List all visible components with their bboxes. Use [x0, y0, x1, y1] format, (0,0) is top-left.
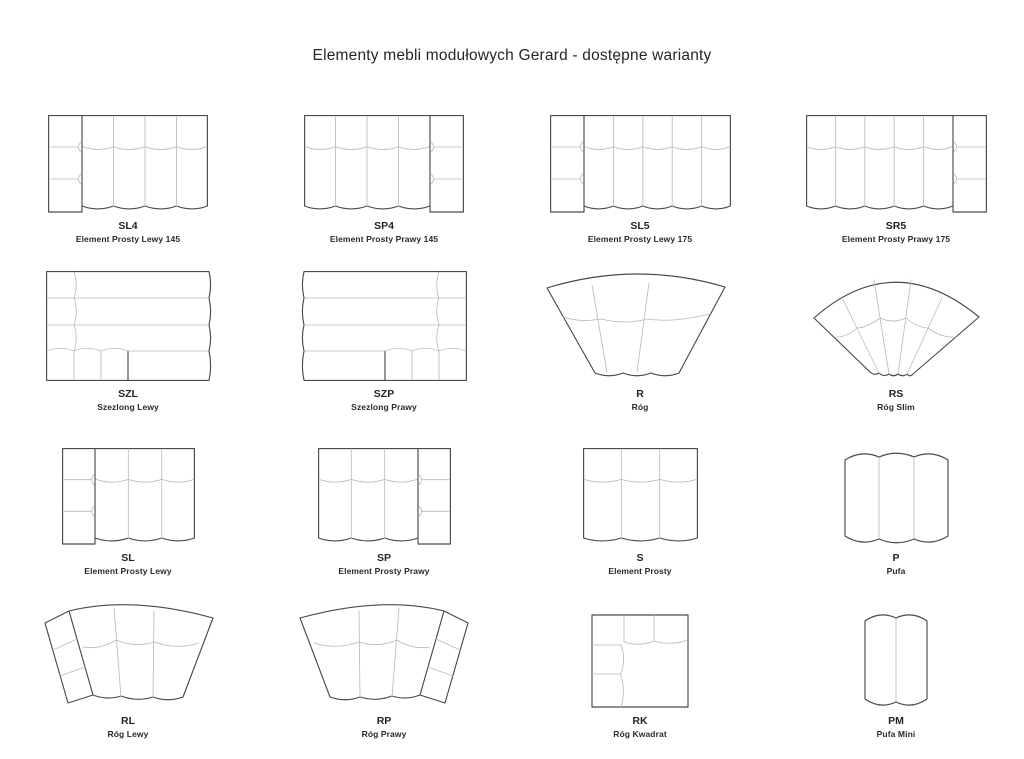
module-card — [0, 90, 256, 250]
module-name: Róg Lewy — [107, 729, 149, 739]
module-card — [768, 585, 1024, 759]
module-name: Róg Kwadrat — [613, 729, 667, 739]
module-name: Element Prosty Prawy 175 — [841, 234, 951, 244]
module-card — [0, 250, 256, 420]
module-card — [512, 585, 768, 759]
sofa-module-top-view — [583, 448, 698, 545]
sofa-module-top-view — [809, 269, 984, 381]
module-code: P — [892, 552, 900, 564]
module-code: SL5 — [630, 220, 650, 232]
sofa-module-top-view — [302, 271, 467, 381]
module-name: Szezlong Prawy — [351, 402, 417, 412]
module-code: RS — [888, 388, 904, 400]
sofa-module-top-view — [806, 115, 987, 213]
sofa-module-top-view — [545, 271, 735, 381]
module-name: Element Prosty Lewy 145 — [75, 234, 181, 244]
module-name: Element Prosty Prawy 145 — [329, 234, 439, 244]
sofa-module-top-view — [304, 115, 464, 213]
module-name: Element Prosty Lewy — [84, 566, 172, 576]
sofa-module-top-view — [591, 614, 689, 708]
module-card — [512, 90, 768, 250]
module-code: RK — [632, 715, 648, 727]
module-code: RL — [121, 715, 135, 727]
module-name: Szezlong Lewy — [97, 402, 159, 412]
sofa-module-top-view — [62, 448, 195, 545]
sofa-module-top-view — [550, 115, 731, 213]
module-grid — [0, 90, 1024, 759]
module-code: SZL — [118, 388, 138, 400]
sofa-module-top-view — [864, 612, 928, 708]
module-code: SL4 — [118, 220, 138, 232]
sofa-module-top-view — [36, 600, 221, 708]
sofa-module-top-view — [318, 448, 451, 545]
module-code: SP — [376, 552, 391, 564]
sofa-module-top-view — [292, 600, 477, 708]
module-card — [0, 420, 256, 585]
module-name: Róg — [631, 402, 649, 412]
sofa-module-top-view — [46, 271, 211, 381]
sofa-module-top-view — [844, 451, 949, 545]
module-card — [256, 90, 512, 250]
module-code: SL — [121, 552, 135, 564]
module-name: Pufa — [886, 566, 906, 576]
sofa-module-top-view — [48, 115, 208, 213]
module-card — [0, 585, 256, 759]
module-code: SZP — [373, 388, 395, 400]
module-card — [768, 90, 1024, 250]
module-card — [512, 420, 768, 585]
module-name: Element Prosty Lewy 175 — [587, 234, 693, 244]
module-code: SR5 — [885, 220, 907, 232]
module-card — [256, 420, 512, 585]
module-code: S — [636, 552, 644, 564]
module-card — [768, 420, 1024, 585]
module-card — [768, 250, 1024, 420]
module-code: R — [636, 388, 644, 400]
module-code: RP — [376, 715, 392, 727]
module-name: Element Prosty Prawy — [338, 566, 430, 576]
page-title: Elementy mebli modułowych Gerard - dostępne warianty — [312, 47, 712, 64]
module-name: Pufa Mini — [876, 729, 916, 739]
module-card — [512, 250, 768, 420]
module-name: Róg Slim — [877, 402, 915, 412]
module-card — [256, 585, 512, 759]
module-name: Róg Prawy — [361, 729, 407, 739]
module-code: SP4 — [374, 220, 394, 232]
module-code: PM — [888, 715, 904, 727]
module-card — [256, 250, 512, 420]
module-name: Element Prosty — [608, 566, 672, 576]
